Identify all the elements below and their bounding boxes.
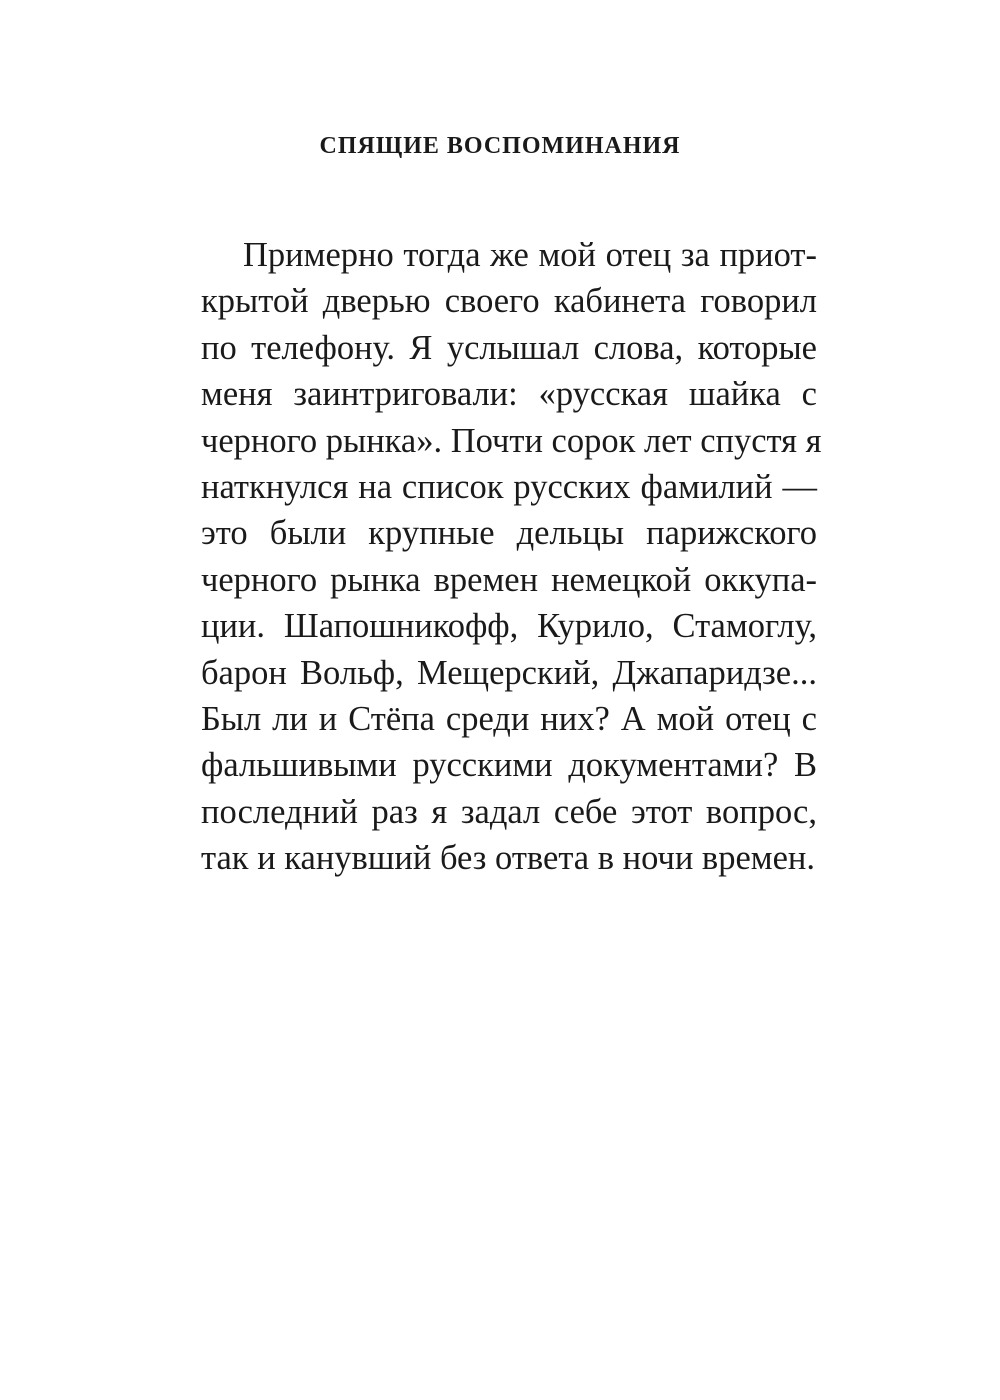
text-line: Был ли и Стёпа среди них? А мой отец с [201, 699, 817, 738]
text-line: по телефону. Я услышал слова, которые [201, 328, 817, 367]
text-line: барон Вольф, Мещерский, Джапаридзе... [201, 653, 817, 692]
text-line: черного рынка времен немецкой оккупа- [201, 560, 817, 599]
body-paragraph [201, 232, 822, 881]
text-line: черного рынка». Почти сорок лет спустя я [201, 421, 822, 460]
text-line: меня заинтриговали: «русская шайка с [201, 375, 817, 414]
text-line: крытой дверью своего кабинета говорил [201, 282, 817, 321]
text-line: так и канувший без ответа в ночи времен. [201, 839, 816, 878]
text-line: это были крупные дельцы парижского [201, 514, 817, 553]
text-line: наткнулся на список русских фамилий — [201, 467, 817, 506]
text-line: последний раз я задал себе этот вопрос, [201, 792, 817, 831]
text-line: фальшивыми русскими документами? В [201, 746, 817, 785]
text-line: ции. Шапошникофф, Курило, Стамоглу, [201, 607, 817, 646]
text-line: Примерно тогда же мой отец за приот- [243, 236, 817, 274]
running-head: СПЯЩИЕ ВОСПОМИНАНИЯ [319, 133, 681, 159]
